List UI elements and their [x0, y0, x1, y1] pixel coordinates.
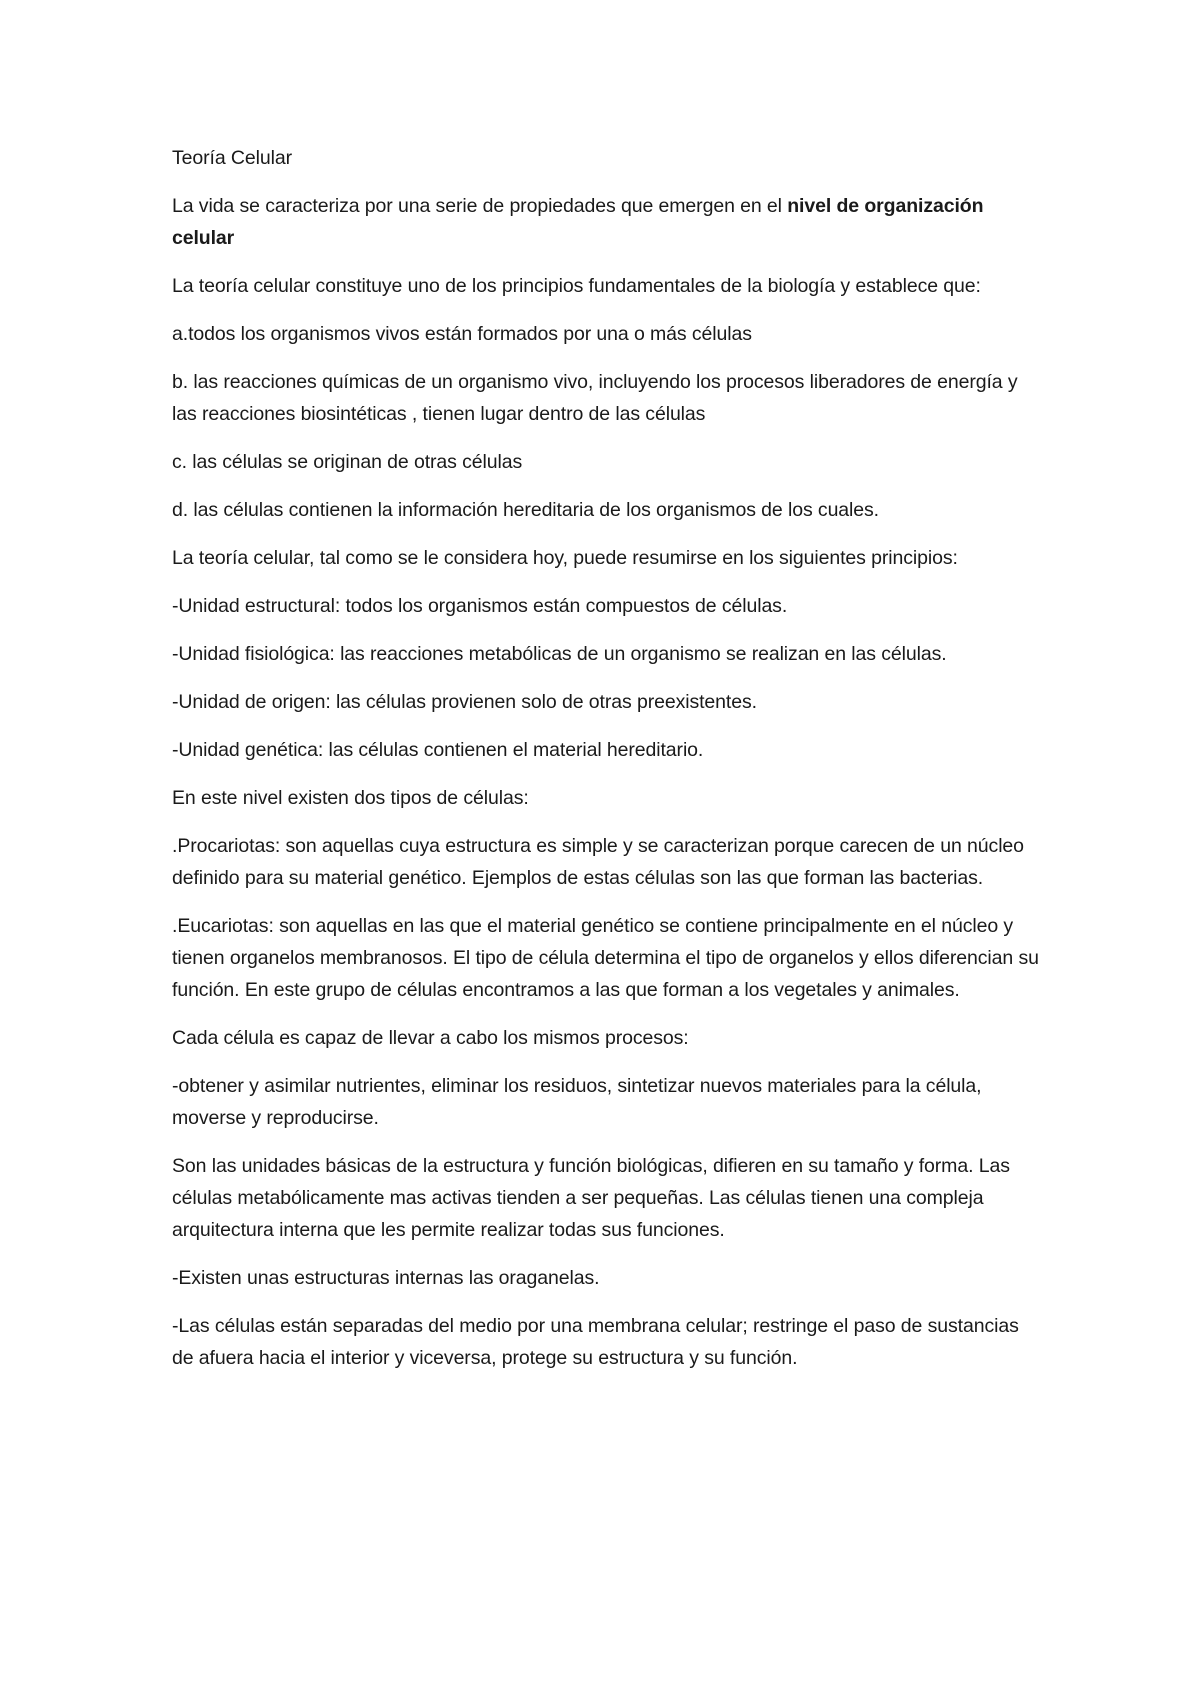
principle-origin: -Unidad de origen: las células provienen solo de otras preexistentes. — [172, 691, 757, 713]
principles-intro-paragraph: La teoría celular, tal como se le considera hoy, puede resumirse en los siguientes principios: — [172, 547, 958, 569]
postulate-b: b. las reacciones químicas de un organismo vivo, incluyendo los procesos liberadores de energía y las reacciones biosintéticas , tienen lugar dentro de las células — [172, 371, 1018, 425]
basic-units-paragraph: Son las unidades básicas de la estructura y función biológicas, difieren en su tamaño y forma. Las células metabólicamente mas activas tienden a ser pequeñas. Las células tienen una compleja arquitectura interna que les permite realizar todas sus funciones. — [172, 1155, 1010, 1241]
type-eukaryotes: .Eucariotas: son aquellas en las que el material genético se contiene principalmente en el núcleo y tienen organelos membranosos. El tipo de célula determina el tipo de organelos y ellos diferencian su función. En este grupo de células encontramos a las que forman a los vegetales y animales. — [172, 915, 1039, 1001]
intro-text: La vida se caracteriza por una serie de propiedades que emergen en el — [172, 195, 788, 217]
organelles-paragraph: -Existen unas estructuras internas las oraganelas. — [172, 1267, 600, 1289]
type-prokaryotes: .Procariotas: son aquellas cuya estructura es simple y se caracterizan porque carecen de un núcleo definido para su material genético. Ejemplos de estas células son las que forman las bacterias. — [172, 835, 1024, 889]
postulate-c: c. las células se originan de otras células — [172, 451, 523, 473]
processes-intro-paragraph: Cada célula es capaz de llevar a cabo los mismos procesos: — [172, 1027, 689, 1049]
document-title: Teoría Celular — [172, 147, 292, 169]
processes-paragraph: -obtener y asimilar nutrientes, eliminar los residuos, sintetizar nuevos materiales para la célula, moverse y reproducirse. — [172, 1075, 982, 1129]
document-page — [172, 142, 1042, 1390]
intro-paragraph — [172, 190, 1042, 254]
postulate-a: a.todos los organismos vivos están formados por una o más células — [172, 323, 752, 345]
principle-genetic: -Unidad genética: las células contienen el material hereditario. — [172, 739, 704, 761]
intro-bold-text: nivel de organización celular — [172, 195, 984, 249]
types-intro-paragraph: En este nivel existen dos tipos de células: — [172, 787, 529, 809]
principle-physiological: -Unidad fisiológica: las reacciones metabólicas de un organismo se realizan en las células. — [172, 643, 947, 665]
membrane-paragraph: -Las células están separadas del medio por una membrana celular; restringe el paso de sustancias de afuera hacia el interior y viceversa, protege su estructura y su función. — [172, 1315, 1019, 1369]
theory-intro-paragraph: La teoría celular constituye uno de los principios fundamentales de la biología y establece que: — [172, 275, 981, 297]
principle-structural: -Unidad estructural: todos los organismos están compuestos de células. — [172, 595, 788, 617]
postulate-d: d. las células contienen la información hereditaria de los organismos de los cuales. — [172, 499, 879, 521]
